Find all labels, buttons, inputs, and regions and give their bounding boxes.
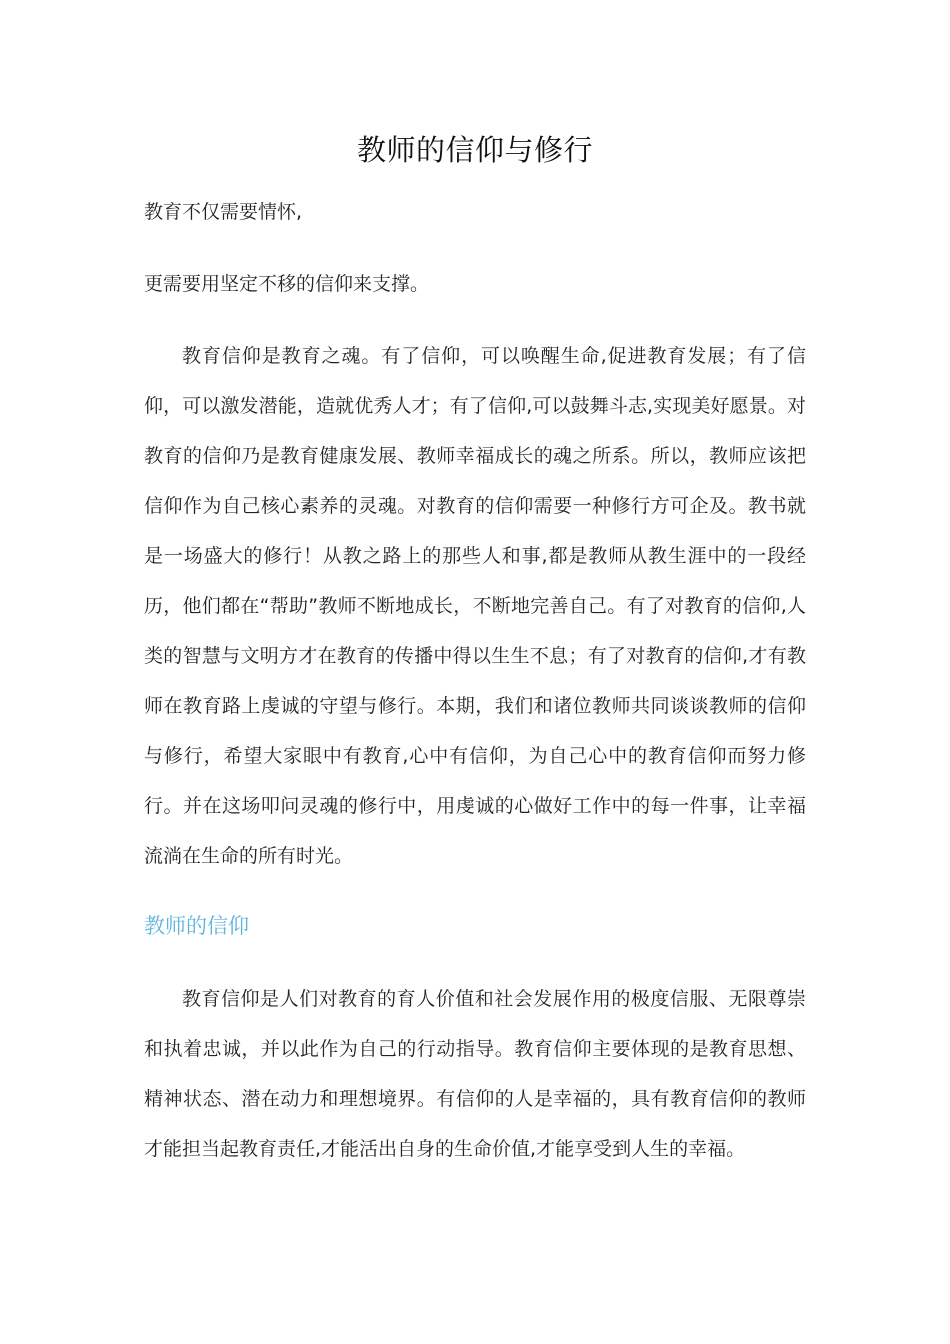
intro-line: 更需要用坚定不移的信仰来支撑。 xyxy=(144,273,430,295)
section-heading: 教师的信仰 xyxy=(144,914,249,938)
document-title: 教师的信仰与修行 xyxy=(356,133,593,167)
body-paragraph: 教育信仰是人们对教育的育人价值和社会发展作用的极度信服、无限尊崇和执着忠诚，并以此作为自己的行动指导。教育信仰主要体现的是教育思想、精神状态、潜在动力和理想境界。有信仰的人是幸福的，具有教育信仰的教师才能担当起教育责任,才能活出自身的生命价值,才能享受到人生的幸福。 xyxy=(144,988,806,1160)
body-paragraph: 教育信仰是教育之魂。有了信仰，可以唤醒生命,促进教育发展；有了信仰，可以激发潜能，造就优秀人才；有了信仰,可以鼓舞斗志,实现美好愿景。对教育的信仰乃是教育健康发展、教师幸福成长的魂之所系。所以，教师应该把信仰作为自己核心素养的灵魂。对教育的信仰需要一种修行方可企及。教书就是一场盛大的修行！从教之路上的那些人和事,都是教师从教生涯中的一段经历，他们都在“帮助”教师不断地成长，不断地完善自己。有了对教育的信仰,人类的智慧与文明方才在教育的传播中得以生生不息；有了对教育的信仰,才有教师在教育路上虔诚的守望与修行。本期，我们和诸位教师共同谈谈教师的信仰与修行，希望大家眼中有教育,心中有信仰，为自己心中的教育信仰而努力修行。并在这场叩问灵魂的修行中，用虔诚的心做好工作中的每一件事，让幸福流淌在生命的所有时光。 xyxy=(144,345,806,867)
intro-line: 教育不仅需要情怀, xyxy=(144,201,303,223)
